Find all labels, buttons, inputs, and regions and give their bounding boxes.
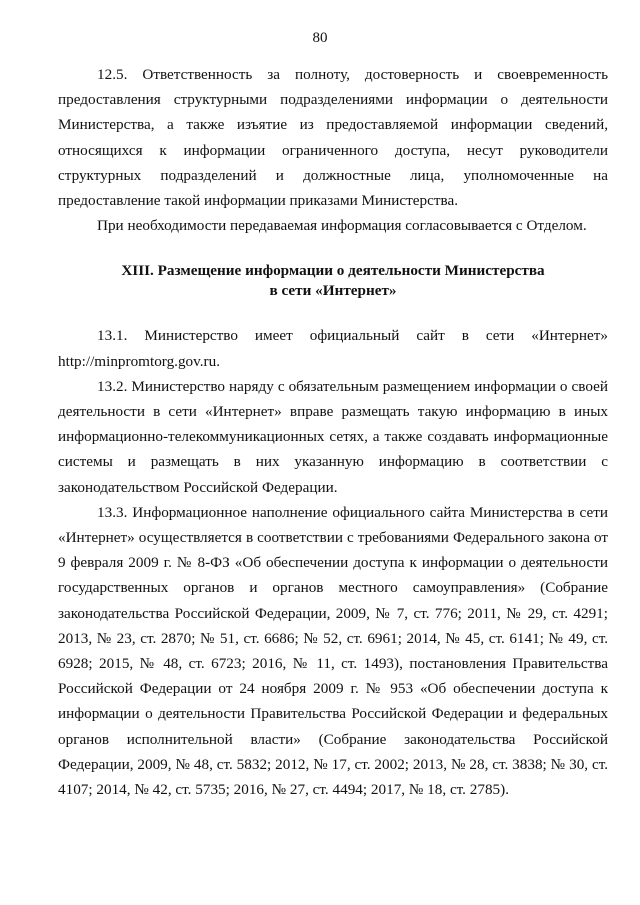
paragraph-coordination: При необходимости передаваемая информация согласовывается с Отделом. bbox=[97, 217, 587, 235]
paragraph-13-1: 13.1. Министерство имеет официальный сайт в сети «Интернет» http://minpromtorg.gov.ru. bbox=[58, 327, 608, 370]
paragraph-13-3: 13.3. Информационное наполнение официального сайта Министерства в сети «Интернет» осуществляется в соответствии с требованиями Федерального закона от 9 февраля 2009 г. № 8-ФЗ «Об обеспечении доступа к информации о деятельности государственных органов и органов местного самоуправления» (Собрание законодательства Российской Федерации, 2009, № 7, ст. 776; 2011, № 29, ст. 4291; 2013, № 23, ст. 2870; № 51, ст. 6686; № 52, ст. 6961; 2014, № 45, ст. 6141; № 49, ст. 6928; 2015, № 48, ст. 6723; 2016, № 11, ст. 1493), постановления Правительства Российской Федерации от 24 ноября 2009 г. № 953 «Об обеспечении доступа к информации о деятельности Правительства Российской Федерации и федеральных органов исполнительной власти» (Собрание законодательства Российской Федерации, 2009, № 48, ст. 5832; 2012, № 17, ст. 2002; 2013, № 28, ст. 3838; № 30, ст. 4107; 2014, № 42, ст. 5735; 2016, № 27, ст. 4494; 2017, № 18, ст. 2785). bbox=[58, 503, 608, 799]
document-body bbox=[58, 62, 608, 802]
section-heading bbox=[58, 261, 608, 301]
paragraph-12-5: 12.5. Ответственность за полноту, достоверность и своевременность предоставления структурными подразделениями информации о деятельности Министерства, а также изъятие из предоставляемой информации сведений, относящихся к информации ограниченного доступа, несут руководители структурных подразделений и должностные лица, уполномоченные на предоставление такой информации приказами Министерства. bbox=[58, 66, 608, 210]
section-heading-line-2: в сети «Интернет» bbox=[269, 282, 397, 300]
paragraph-13-2: 13.2. Министерство наряду с обязательным размещением информации о своей деятельности в сети «Интернет» вправе размещать такую информацию в иных информационно-телекоммуникационных сетях, а также создавать информационные системы и размещать в них указанную информацию в соответствии с законодательством Российской Федерации. bbox=[58, 377, 608, 496]
page-number: 80 bbox=[312, 30, 328, 46]
section-heading-line-1: XIII. Размещение информации о деятельности Министерства bbox=[121, 262, 545, 280]
